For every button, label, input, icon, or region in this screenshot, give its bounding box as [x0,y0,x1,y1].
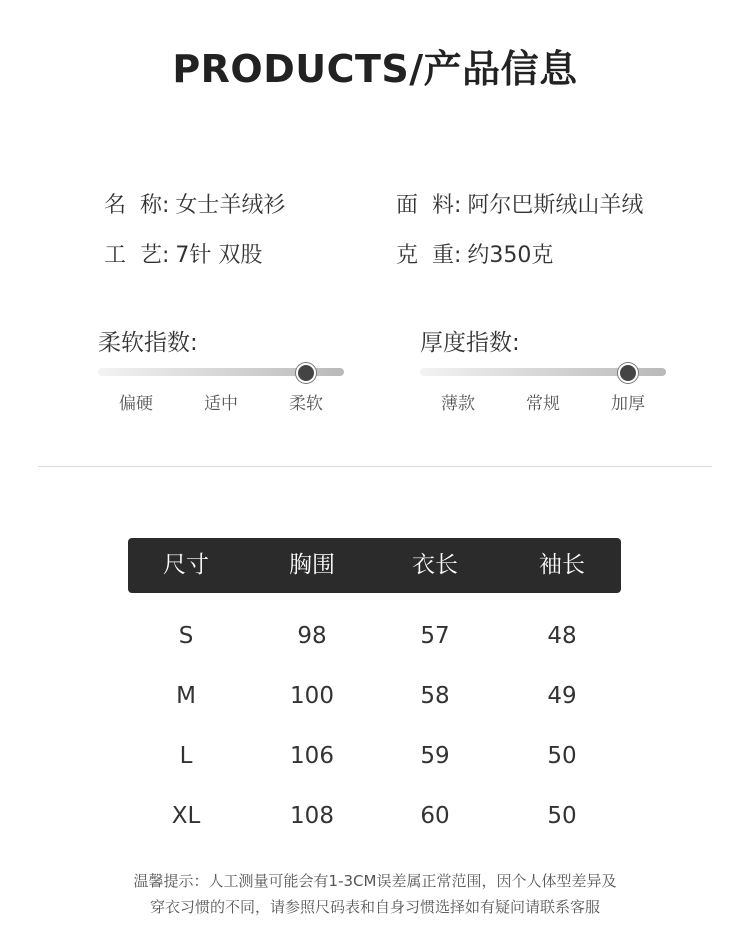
thickness-tick: 加厚 [611,394,645,414]
cell-size: XL [171,803,201,829]
thickness-title: 厚度指数: [420,330,520,356]
weight-label: 克 重: [396,243,462,268]
thickness-slider [420,368,666,376]
table-row [128,786,621,846]
thickness-tick: 常规 [526,394,560,414]
cell-length: 59 [420,743,450,769]
fabric-value: 阿尔巴斯绒山羊绒 [467,193,644,218]
notice-line-1: 温馨提示：人工测量可能会有1-3CM误差属正常范围，因个人体型差异及 [133,872,617,890]
softness-tick: 适中 [204,394,238,414]
header-sleeve: 袖长 [539,552,585,578]
cell-chest: 106 [290,743,334,769]
info-name [104,188,285,219]
craft-label: 工 艺: [104,243,170,268]
cell-length: 57 [420,623,450,649]
thickness-knob [618,363,638,383]
info-craft [104,238,262,269]
section-divider [38,466,712,467]
info-weight [396,238,553,269]
softness-tick: 柔软 [289,394,323,414]
table-row [128,606,621,666]
cell-size: L [179,743,193,769]
softness-slider [98,368,344,376]
softness-title: 柔软指数: [98,330,198,356]
softness-knob [296,363,316,383]
header-size: 尺寸 [163,552,209,578]
cell-sleeve: 49 [547,683,577,709]
thickness-tick: 薄款 [441,394,475,414]
table-row [128,726,621,786]
cell-length: 60 [420,803,450,829]
size-table-header [128,538,621,593]
weight-value: 约350克 [467,243,554,268]
craft-value: 7针 双股 [175,243,263,268]
fabric-label: 面 料: [396,193,462,218]
name-label: 名 称: [104,193,170,218]
name-value: 女士羊绒衫 [175,193,286,218]
cell-length: 58 [420,683,450,709]
notice-line-2: 穿衣习惯的不同，请参照尺码表和自身习惯选择如有疑问请联系客服 [149,898,600,916]
header-chest: 胸围 [289,552,335,578]
cell-sleeve: 48 [547,623,577,649]
cell-chest: 100 [290,683,334,709]
header-length: 衣长 [412,552,458,578]
cell-chest: 108 [290,803,334,829]
cell-chest: 98 [297,623,327,649]
cell-size: S [178,623,194,649]
page-title: PRODUCTS/产品信息 [172,47,578,91]
cell-sleeve: 50 [547,803,577,829]
table-row [128,666,621,726]
cell-sleeve: 50 [547,743,577,769]
softness-tick: 偏硬 [119,394,153,414]
cell-size: M [176,683,196,709]
info-fabric [396,188,643,219]
